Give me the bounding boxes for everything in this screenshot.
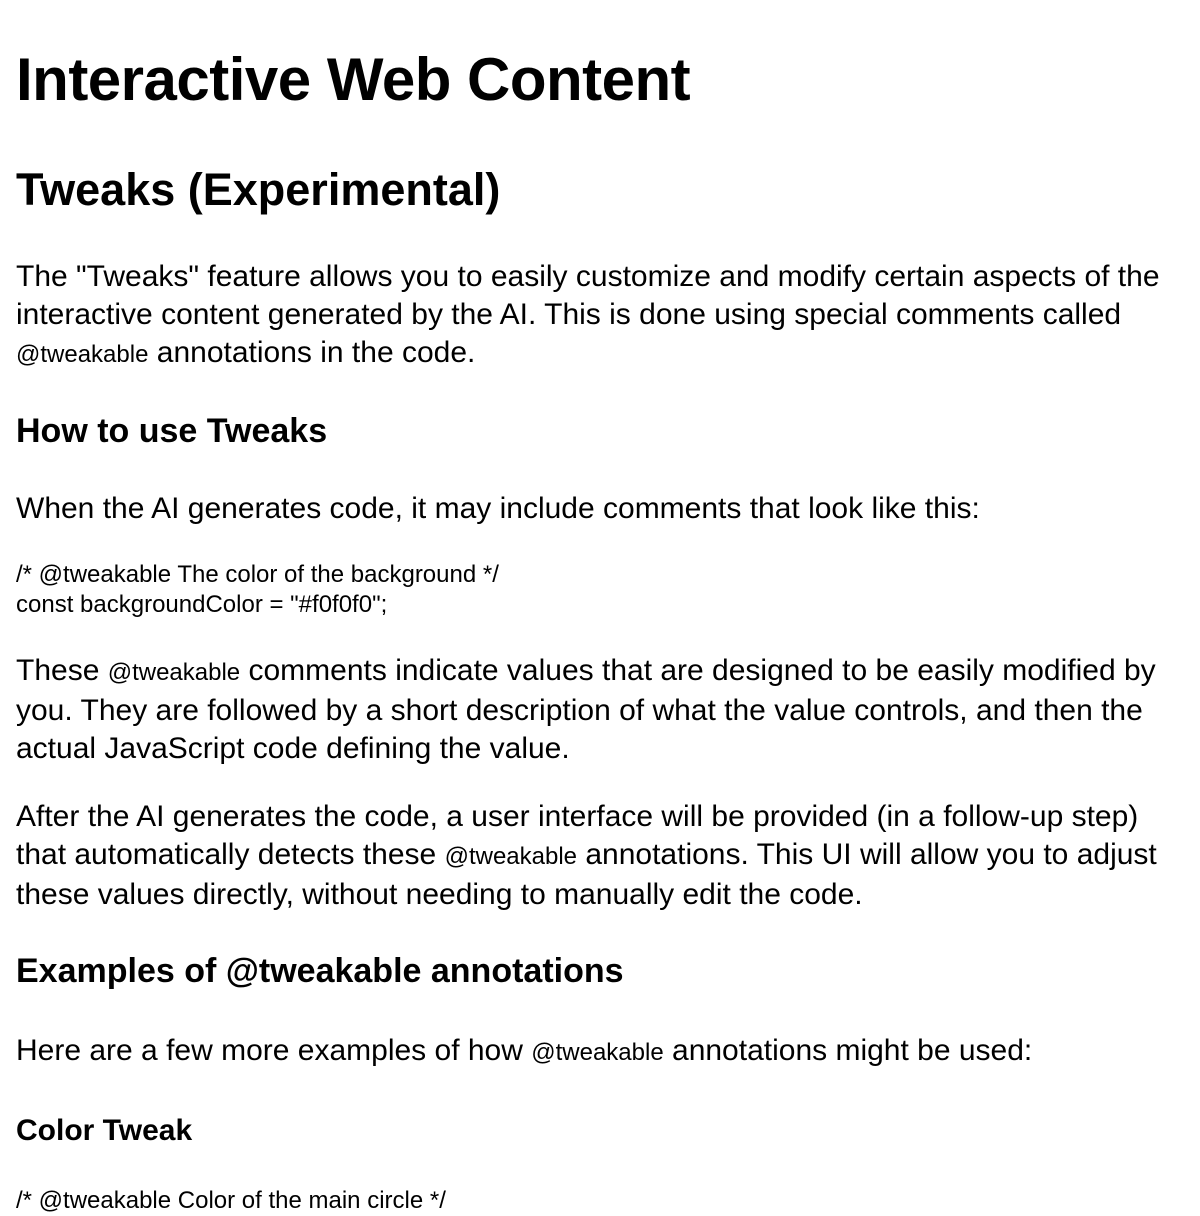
intro-text: The "Tweaks" feature allows you to easily customize and modify certain aspects of the interactive content generated by the AI. This is done using special comments called <box>16 260 1160 331</box>
intro-text-end: annotations in the code. <box>148 336 476 369</box>
color-code-block <box>16 1186 1160 1216</box>
text: annotations. This UI will allow you to adjust these values directly, without needing to manually edit the code. <box>16 838 1157 911</box>
inline-code: @tweakable <box>444 843 578 870</box>
ui-paragraph <box>16 798 1160 914</box>
inline-code: @tweakable <box>107 659 241 686</box>
code-block <box>16 560 1160 620</box>
text: These <box>16 654 108 687</box>
examples-heading: Examples of @tweakable annotations <box>16 952 624 990</box>
text: annotations might be used: <box>663 1034 1033 1067</box>
how-to-paragraph: When the AI generates code, it may include comments that look like this: <box>16 492 980 525</box>
color-tweak-heading: Color Tweak <box>16 1114 193 1147</box>
text: comments indicate values that are designed to be easily modified by you. They are followed by a short description of what the value controls, and then the actual JavaScript code defining the value. <box>16 654 1156 765</box>
text: After the AI generates the code, a user interface will be provided (in a follow-up step) that automatically detects these <box>16 800 1139 871</box>
code-line: const backgroundColor = "#f0f0f0"; <box>16 591 388 618</box>
examples-paragraph <box>16 1032 1160 1072</box>
text: Here are a few more examples of how <box>16 1034 532 1067</box>
section-title: Tweaks (Experimental) <box>16 164 501 215</box>
explanation-paragraph <box>16 652 1160 768</box>
inline-code: @tweakable <box>531 1039 664 1066</box>
page-title: Interactive Web Content <box>16 46 691 113</box>
inline-code: @tweakable <box>16 341 149 368</box>
intro-paragraph <box>16 258 1160 374</box>
code-line: /* @tweakable Color of the main circle */ <box>16 1187 446 1214</box>
how-to-heading: How to use Tweaks <box>16 412 328 450</box>
code-line: /* @tweakable The color of the background */ <box>16 561 499 588</box>
